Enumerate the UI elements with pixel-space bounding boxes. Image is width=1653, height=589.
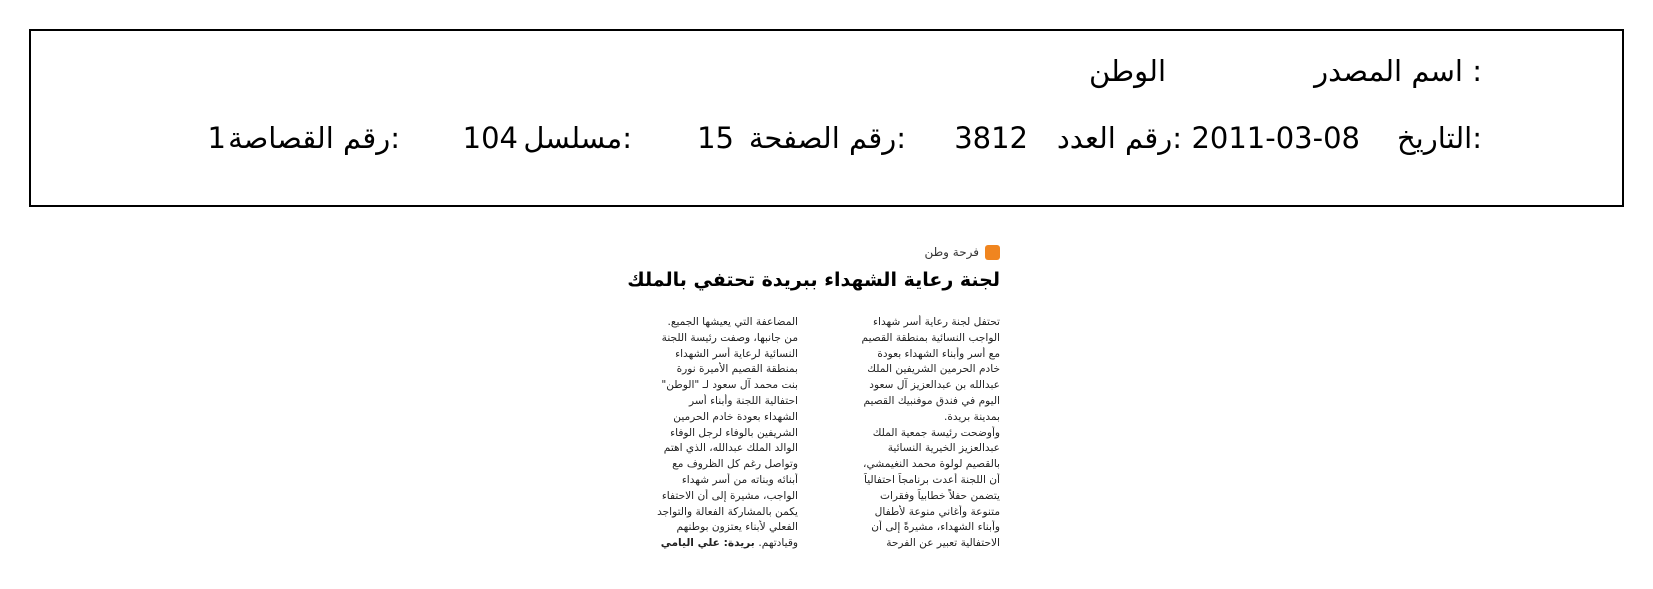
article-line: من جانبها، وصفت رئيسة اللجنة <box>661 331 798 344</box>
article-line: بنت محمد آل سعود لـ "الوطن" <box>661 379 798 392</box>
article-line: بالقصيم لولوة محمد النغيمشي، <box>863 458 1000 471</box>
section-tag <box>924 243 1000 261</box>
article-line: متنوعة وأغاني منوعة لأطفال <box>874 505 1000 518</box>
article-line: بمدينة بريدة. <box>943 410 1000 423</box>
article-line: وتواصل رغم كل الظروف مع <box>672 458 798 471</box>
article-line: خادم الحرمين الشريفين الملك <box>867 363 1000 376</box>
article-line: الشريفين بالوفاء لرجل الوفاء <box>670 426 798 439</box>
serial-label: مسلسل: <box>523 121 632 155</box>
article-line: بمنطقة القصيم الأميرة نورة <box>676 363 798 376</box>
issue-label: رقم العدد: <box>1056 121 1182 155</box>
issue-value: 3812 <box>954 121 1028 155</box>
source-label: اسم المصدر : <box>1314 54 1482 88</box>
article-line: مع أسر وأبناء الشهداء بعودة <box>877 347 1000 360</box>
article-line: يتضمن حفلاً خطابياً وفقرات <box>880 489 1000 502</box>
article-line: الوالد الملك عبدالله، الذي اهتم <box>663 442 798 455</box>
article-line: وأوضحت رئيسة جمعية الملك <box>872 426 1000 439</box>
source-value: الوطن <box>1088 54 1166 88</box>
article-line: يكمن بالمشاركة الفعالة والتواجد <box>657 505 798 518</box>
page-label: رقم الصفحة: <box>748 121 906 155</box>
article-line: تحتفل لجنة رعاية أسر شهداء <box>873 316 1000 328</box>
article-column-left <box>650 315 798 552</box>
date-label: التاريخ: <box>1396 121 1482 155</box>
article-line: وأبناء الشهداء، مشيرةً إلى أن <box>871 521 1000 534</box>
clip-label: رقم القصاصة: <box>228 121 400 155</box>
article-line: النسائية لرعاية أسر الشهداء <box>675 347 798 360</box>
article-line: الواجب، مشيرة إلى أن الاحتفاء <box>661 489 798 502</box>
date-value: 2011-03-08 <box>1191 121 1360 155</box>
article-column-right <box>852 315 1000 552</box>
newspaper-clipping <box>627 241 1000 581</box>
article-line: اليوم في فندق موفنبيك القصيم <box>863 394 1000 407</box>
clip-value: 1 <box>207 121 226 155</box>
article-line: عبدالعزيز الخيرية النسائية <box>887 442 1000 455</box>
article-line: الشهداء بعودة خادم الحرمين <box>673 410 798 423</box>
page-value: 15 <box>697 121 734 155</box>
article-byline: بريدة: علي اليامي <box>660 537 759 550</box>
article-line: احتفالية اللجنة وأبناء أسر <box>689 394 798 407</box>
article-line: عبدالله بن عبدالعزيز آل سعود <box>869 379 1000 392</box>
article-line: الاحتفالية تعبير عن الفرحة <box>886 537 1000 550</box>
article-line: أن اللجنة أعدت برنامجاً احتفالياً <box>863 473 1000 486</box>
article-line: أبنائه وبناته من أسر شهداء <box>681 473 798 486</box>
article-line: الواجب النسائية بمنطقة القصيم <box>861 331 1000 344</box>
header-box <box>29 29 1624 207</box>
article-title: لجنة رعاية الشهداء ببريدة تحتفي بالملك <box>627 269 1000 291</box>
article-line: الفعلي لأبناء يعتزون بوطنهم <box>676 521 798 534</box>
section-label: فرحة وطن <box>924 245 979 259</box>
article-line: وقيادتهم. بريدة: علي اليامي <box>660 537 798 550</box>
section-square-icon <box>985 245 1000 260</box>
article-line: المضاعفة التي يعيشها الجميع. <box>667 316 798 328</box>
serial-value: 104 <box>462 121 518 155</box>
